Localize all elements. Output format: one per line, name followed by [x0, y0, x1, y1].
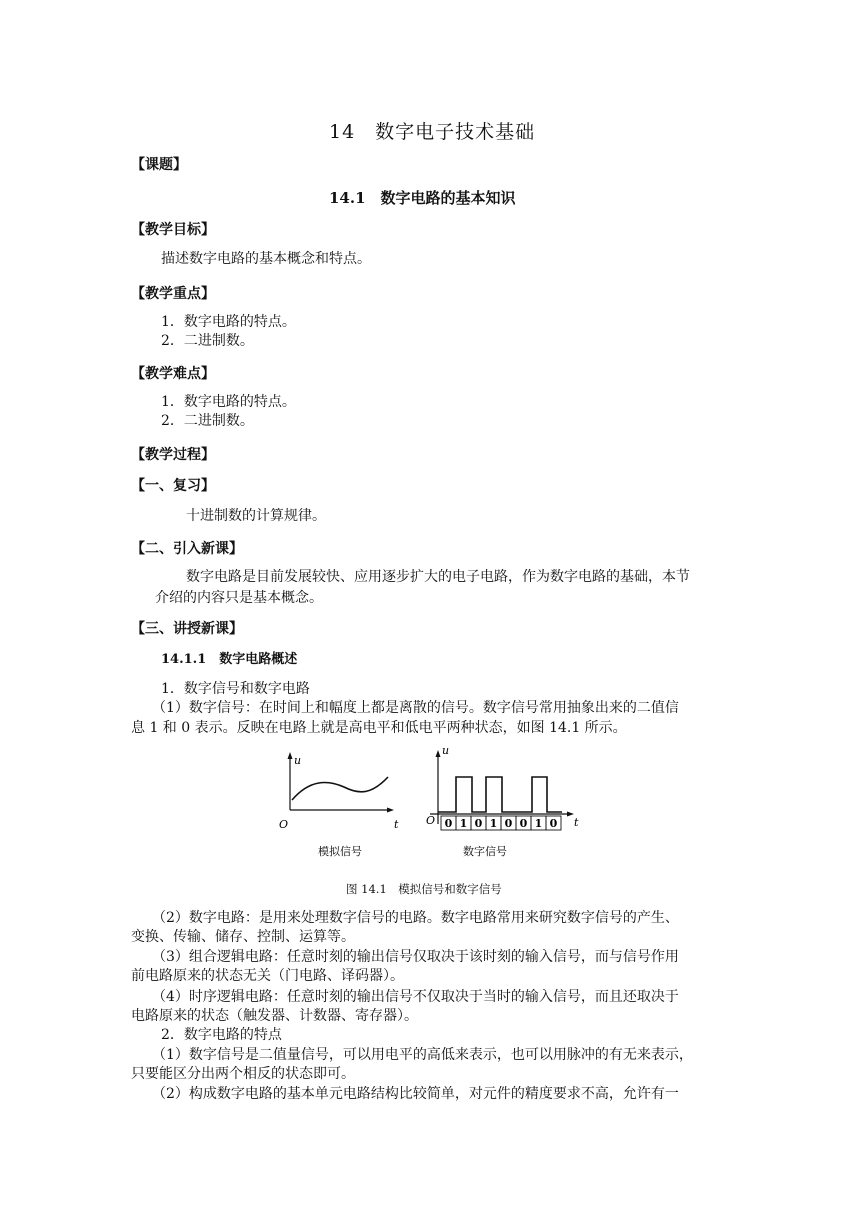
char-para-1-line-1: （1）数字信号是二值量信号，可以用电平的高低来表示，也可以用脉冲的有无来表示， [152, 1047, 693, 1063]
digital-x-arrow [567, 812, 574, 817]
char-para-2-line-1: （2）构成数字电路的基本单元电路结构比较简单，对元件的精度要求不高，允许有一 [152, 1086, 679, 1102]
bit-value: 0 [519, 817, 528, 830]
para-4-line-1: （4）时序逻辑电路：任意时刻的输出信号不仅取决于当时的输入信号，而且还取决于 [152, 989, 679, 1005]
section-heading: 14.1.1 数字电路概述 [161, 652, 298, 667]
heading-keti: 【课题】 [131, 157, 187, 173]
heading-review: 【一、复习】 [131, 478, 215, 494]
difficult-point-2: 2．二进制数。 [161, 413, 254, 429]
analog-y-arrow [288, 752, 293, 759]
char-para-1-line-2: 只要能区分出两个相反的状态即可。 [131, 1066, 355, 1082]
intro-line-1: 数字电路是目前发展较快、应用逐步扩大的电子电路，作为数字电路的基础，本节 [186, 569, 690, 585]
bit-value: 1 [534, 817, 543, 830]
heading-process: 【教学过程】 [131, 447, 215, 463]
para-2-line-2: 变换、传输、储存、控制、运算等。 [131, 929, 355, 945]
analog-x-arrow [387, 808, 394, 813]
para-1-line-2: 息 1 和 0 表示。反映在电路上就是高电平和低电平两种状态，如图 14.1 所示。 [131, 720, 627, 736]
bit-value: 1 [489, 817, 498, 830]
intro-line-2: 介绍的内容只是基本概念。 [155, 590, 323, 606]
heading-key-points: 【教学重点】 [131, 286, 215, 302]
digital-caption: 数字信号 [463, 845, 507, 858]
item-2-heading: 2．数字电路的特点 [161, 1027, 282, 1043]
difficult-point-1: 1．数字电路的特点。 [161, 394, 296, 410]
digital-t-label: t [574, 816, 579, 829]
heading-new-lesson: 【三、讲授新课】 [131, 621, 243, 637]
item-1-heading: 1．数字信号和数字电路 [161, 681, 310, 697]
analog-t-label: t [394, 818, 399, 831]
lesson-subtitle: 14.1 数字电路的基本知识 [329, 189, 516, 207]
analog-caption: 模拟信号 [318, 845, 362, 858]
review-text: 十进制数的计算规律。 [186, 508, 326, 524]
bit-value: 1 [459, 817, 468, 830]
heading-difficult-points: 【教学难点】 [131, 366, 215, 382]
heading-teaching-goal: 【教学目标】 [131, 222, 215, 238]
teaching-goal-text: 描述数字电路的基本概念和特点。 [161, 251, 371, 267]
heading-intro: 【二、引入新课】 [131, 541, 243, 557]
bit-value: 0 [549, 817, 558, 830]
bit-value: 0 [474, 817, 483, 830]
figure-caption: 图 14.1 模拟信号和数字信号 [346, 882, 502, 896]
key-point-1: 1．数字电路的特点。 [161, 314, 296, 330]
para-2-line-1: （2）数字电路：是用来处理数字信号的电路。数字电路常用来研究数字信号的产生、 [152, 910, 679, 926]
analog-u-label: u [294, 754, 302, 767]
analog-origin-label: O [279, 818, 289, 831]
bit-value: 0 [444, 817, 453, 830]
digital-y-arrow [436, 750, 441, 757]
bit-value: 0 [504, 817, 513, 830]
figure-14-1 [270, 744, 590, 862]
para-3-line-2: 前电路原来的状态无关（门电路、译码器）。 [131, 968, 404, 984]
bit-cells [441, 816, 561, 830]
digital-origin-label: O [426, 814, 436, 827]
analog-wave [292, 777, 388, 800]
digital-waveform [438, 777, 562, 812]
key-point-2: 2．二进制数。 [161, 333, 254, 349]
analog-signal-plot [279, 752, 399, 858]
para-1-line-1: （1）数字信号：在时间上和幅度上都是离散的信号。数字信号常用抽象出来的二值信 [152, 700, 679, 716]
para-3-line-1: （3）组合逻辑电路：任意时刻的输出信号仅取决于该时刻的输入信号，而与信号作用 [152, 949, 679, 965]
para-4-line-2: 电路原来的状态（触发器、计数器、寄存器）。 [131, 1008, 418, 1024]
page-title: 14 数字电子技术基础 [329, 121, 536, 143]
digital-signal-plot [426, 744, 579, 858]
digital-u-label: u [442, 744, 450, 757]
